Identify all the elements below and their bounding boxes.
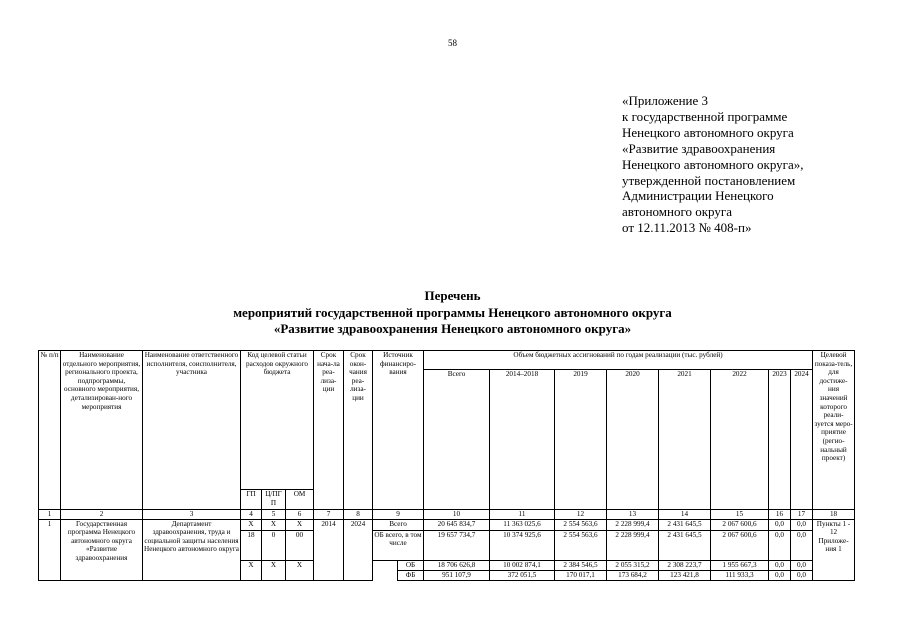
value-cell: 2 055 315,2 <box>607 560 659 570</box>
column-number: 18 <box>813 510 855 520</box>
source-label: ОБ <box>398 560 424 570</box>
value-cell: 2 067 600,6 <box>711 530 769 560</box>
value-cell: 0,0 <box>769 560 791 570</box>
header-code-om: ОМ <box>286 490 314 510</box>
value-cell: 2 228 999,4 <box>607 519 659 530</box>
column-number: 16 <box>769 510 791 520</box>
appendix-line: к государственной программе <box>622 108 788 124</box>
value-cell: 2 431 645,5 <box>659 530 711 560</box>
column-number: 12 <box>555 510 607 520</box>
code-cpgp: 0 <box>262 530 286 560</box>
column-number: 2 <box>61 510 143 520</box>
value-cell: 10 002 874,1 <box>490 560 555 570</box>
header-year: 2021 <box>659 370 711 510</box>
column-number: 6 <box>286 510 314 520</box>
appendix-line: утвержденной постановлением <box>622 172 796 188</box>
header-volume: Объем бюджетных ассигнований по годам реализации (тыс. рублей) <box>424 351 813 370</box>
header-executor: Наименование ответственного исполнителя, соисполнителя, участника <box>143 351 241 510</box>
value-cell: 2 308 223,7 <box>659 560 711 570</box>
column-number: 17 <box>791 510 813 520</box>
appendix-line: автономного округа <box>622 204 732 220</box>
header-year: Всего <box>424 370 490 510</box>
column-number: 15 <box>711 510 769 520</box>
code-gp: X <box>241 560 262 580</box>
column-number: 1 <box>39 510 61 520</box>
value-cell: 2 554 563,6 <box>555 519 607 530</box>
appendix-line: Ненецкого автономного округа <box>622 124 794 140</box>
value-cell: 2 554 563,6 <box>555 530 607 560</box>
value-cell: 2 228 999,4 <box>607 530 659 560</box>
column-number: 8 <box>344 510 373 520</box>
value-cell: 2 067 600,6 <box>711 519 769 530</box>
value-cell: 0,0 <box>769 570 791 580</box>
header-code-cpgp: Ц/ПГ П <box>262 490 286 510</box>
row-num: 1 <box>39 519 61 580</box>
column-number: 9 <box>373 510 424 520</box>
page-number: 58 <box>448 38 457 48</box>
value-cell: 0,0 <box>791 570 813 580</box>
header-year: 2014–2018 <box>490 370 555 510</box>
row-name: Государственная программа Ненецкого автономного округа «Развитие здравоохранения <box>61 519 143 580</box>
value-cell: 0,0 <box>791 530 813 560</box>
document-title: Перечень <box>424 288 481 303</box>
code-cpgp: X <box>262 560 286 580</box>
code-om: X <box>286 560 314 580</box>
row-start: 2014 <box>314 519 344 580</box>
source-label: ОБ всего, в том числе <box>373 530 424 560</box>
value-cell: 951 107,9 <box>424 570 490 580</box>
code-om: X <box>286 519 314 530</box>
column-number: 7 <box>314 510 344 520</box>
column-number: 11 <box>490 510 555 520</box>
value-cell: 18 706 626,8 <box>424 560 490 570</box>
value-cell: 0,0 <box>769 519 791 530</box>
column-number: 14 <box>659 510 711 520</box>
header-name: Наименование отдельного мероприятия, регионального проекта, подпрограммы, основного мероприятия, детализирован-ного мероприятия <box>61 351 143 510</box>
row-indicator: Пункты 1 - 12 Приложе-ния 1 <box>813 519 855 580</box>
document-subtitle: мероприятий государственной программы Ненецкого автономного округа <box>233 305 672 320</box>
column-number: 3 <box>143 510 241 520</box>
header-year: 2020 <box>607 370 659 510</box>
row-executor: Департамент здравоохранения, труда и социальной защиты населения Ненецкого автономного округа <box>143 519 241 580</box>
value-cell: 20 645 834,7 <box>424 519 490 530</box>
header-indicator: Целевой показа-тель, для достиже-ния значений которого реали-зуется меро-приятие (регио-нальный проект) <box>813 351 855 510</box>
value-cell: 123 421,8 <box>659 570 711 580</box>
value-cell: 111 933,3 <box>711 570 769 580</box>
appendix-line: «Развитие здравоохранения <box>622 140 776 156</box>
header-year: 2023 <box>769 370 791 510</box>
row-end: 2024 <box>344 519 373 580</box>
header-budget-code: Код целевой статьи расходов окружного бюджета <box>241 351 314 490</box>
code-gp: X <box>241 519 262 530</box>
appendix-note <box>622 93 892 236</box>
program-name: «Развитие здравоохранения Ненецкого автономного округа» <box>273 321 632 336</box>
activities-table <box>38 350 855 581</box>
header-code-gp: ГП <box>241 490 262 510</box>
value-cell: 10 374 925,6 <box>490 530 555 560</box>
column-number: 4 <box>241 510 262 520</box>
appendix-line: от 12.11.2013 № 408-п» <box>622 220 752 236</box>
value-cell: 170 017,1 <box>555 570 607 580</box>
column-number: 5 <box>262 510 286 520</box>
source-spacer <box>373 560 398 580</box>
value-cell: 0,0 <box>791 519 813 530</box>
header-year: 2024 <box>791 370 813 510</box>
column-number: 10 <box>424 510 490 520</box>
source-label: ФБ <box>398 570 424 580</box>
code-gp: 18 <box>241 530 262 560</box>
column-number: 13 <box>607 510 659 520</box>
value-cell: 19 657 734,7 <box>424 530 490 560</box>
appendix-line: «Приложение 3 <box>622 93 709 108</box>
value-cell: 173 684,2 <box>607 570 659 580</box>
table-row <box>39 519 855 530</box>
code-om: 00 <box>286 530 314 560</box>
appendix-line: Администрации Ненецкого <box>622 188 774 204</box>
value-cell: 1 955 667,3 <box>711 560 769 570</box>
value-cell: 0,0 <box>769 530 791 560</box>
value-cell: 11 363 025,6 <box>490 519 555 530</box>
value-cell: 2 384 546,5 <box>555 560 607 570</box>
appendix-line: Ненецкого автономного округа», <box>622 156 804 172</box>
value-cell: 0,0 <box>791 560 813 570</box>
source-label: Всего <box>373 519 424 530</box>
header-year: 2022 <box>711 370 769 510</box>
header-num: № п/п <box>39 351 61 510</box>
value-cell: 2 431 645,5 <box>659 519 711 530</box>
header-start: Срок нача-ла реа-лиза-ции <box>314 351 344 510</box>
value-cell: 372 051,5 <box>490 570 555 580</box>
header-year: 2019 <box>555 370 607 510</box>
code-cpgp: X <box>262 519 286 530</box>
header-source: Источник финансиро-вания <box>373 351 424 510</box>
header-end: Срок окон-чания реа-лиза-ции <box>344 351 373 510</box>
